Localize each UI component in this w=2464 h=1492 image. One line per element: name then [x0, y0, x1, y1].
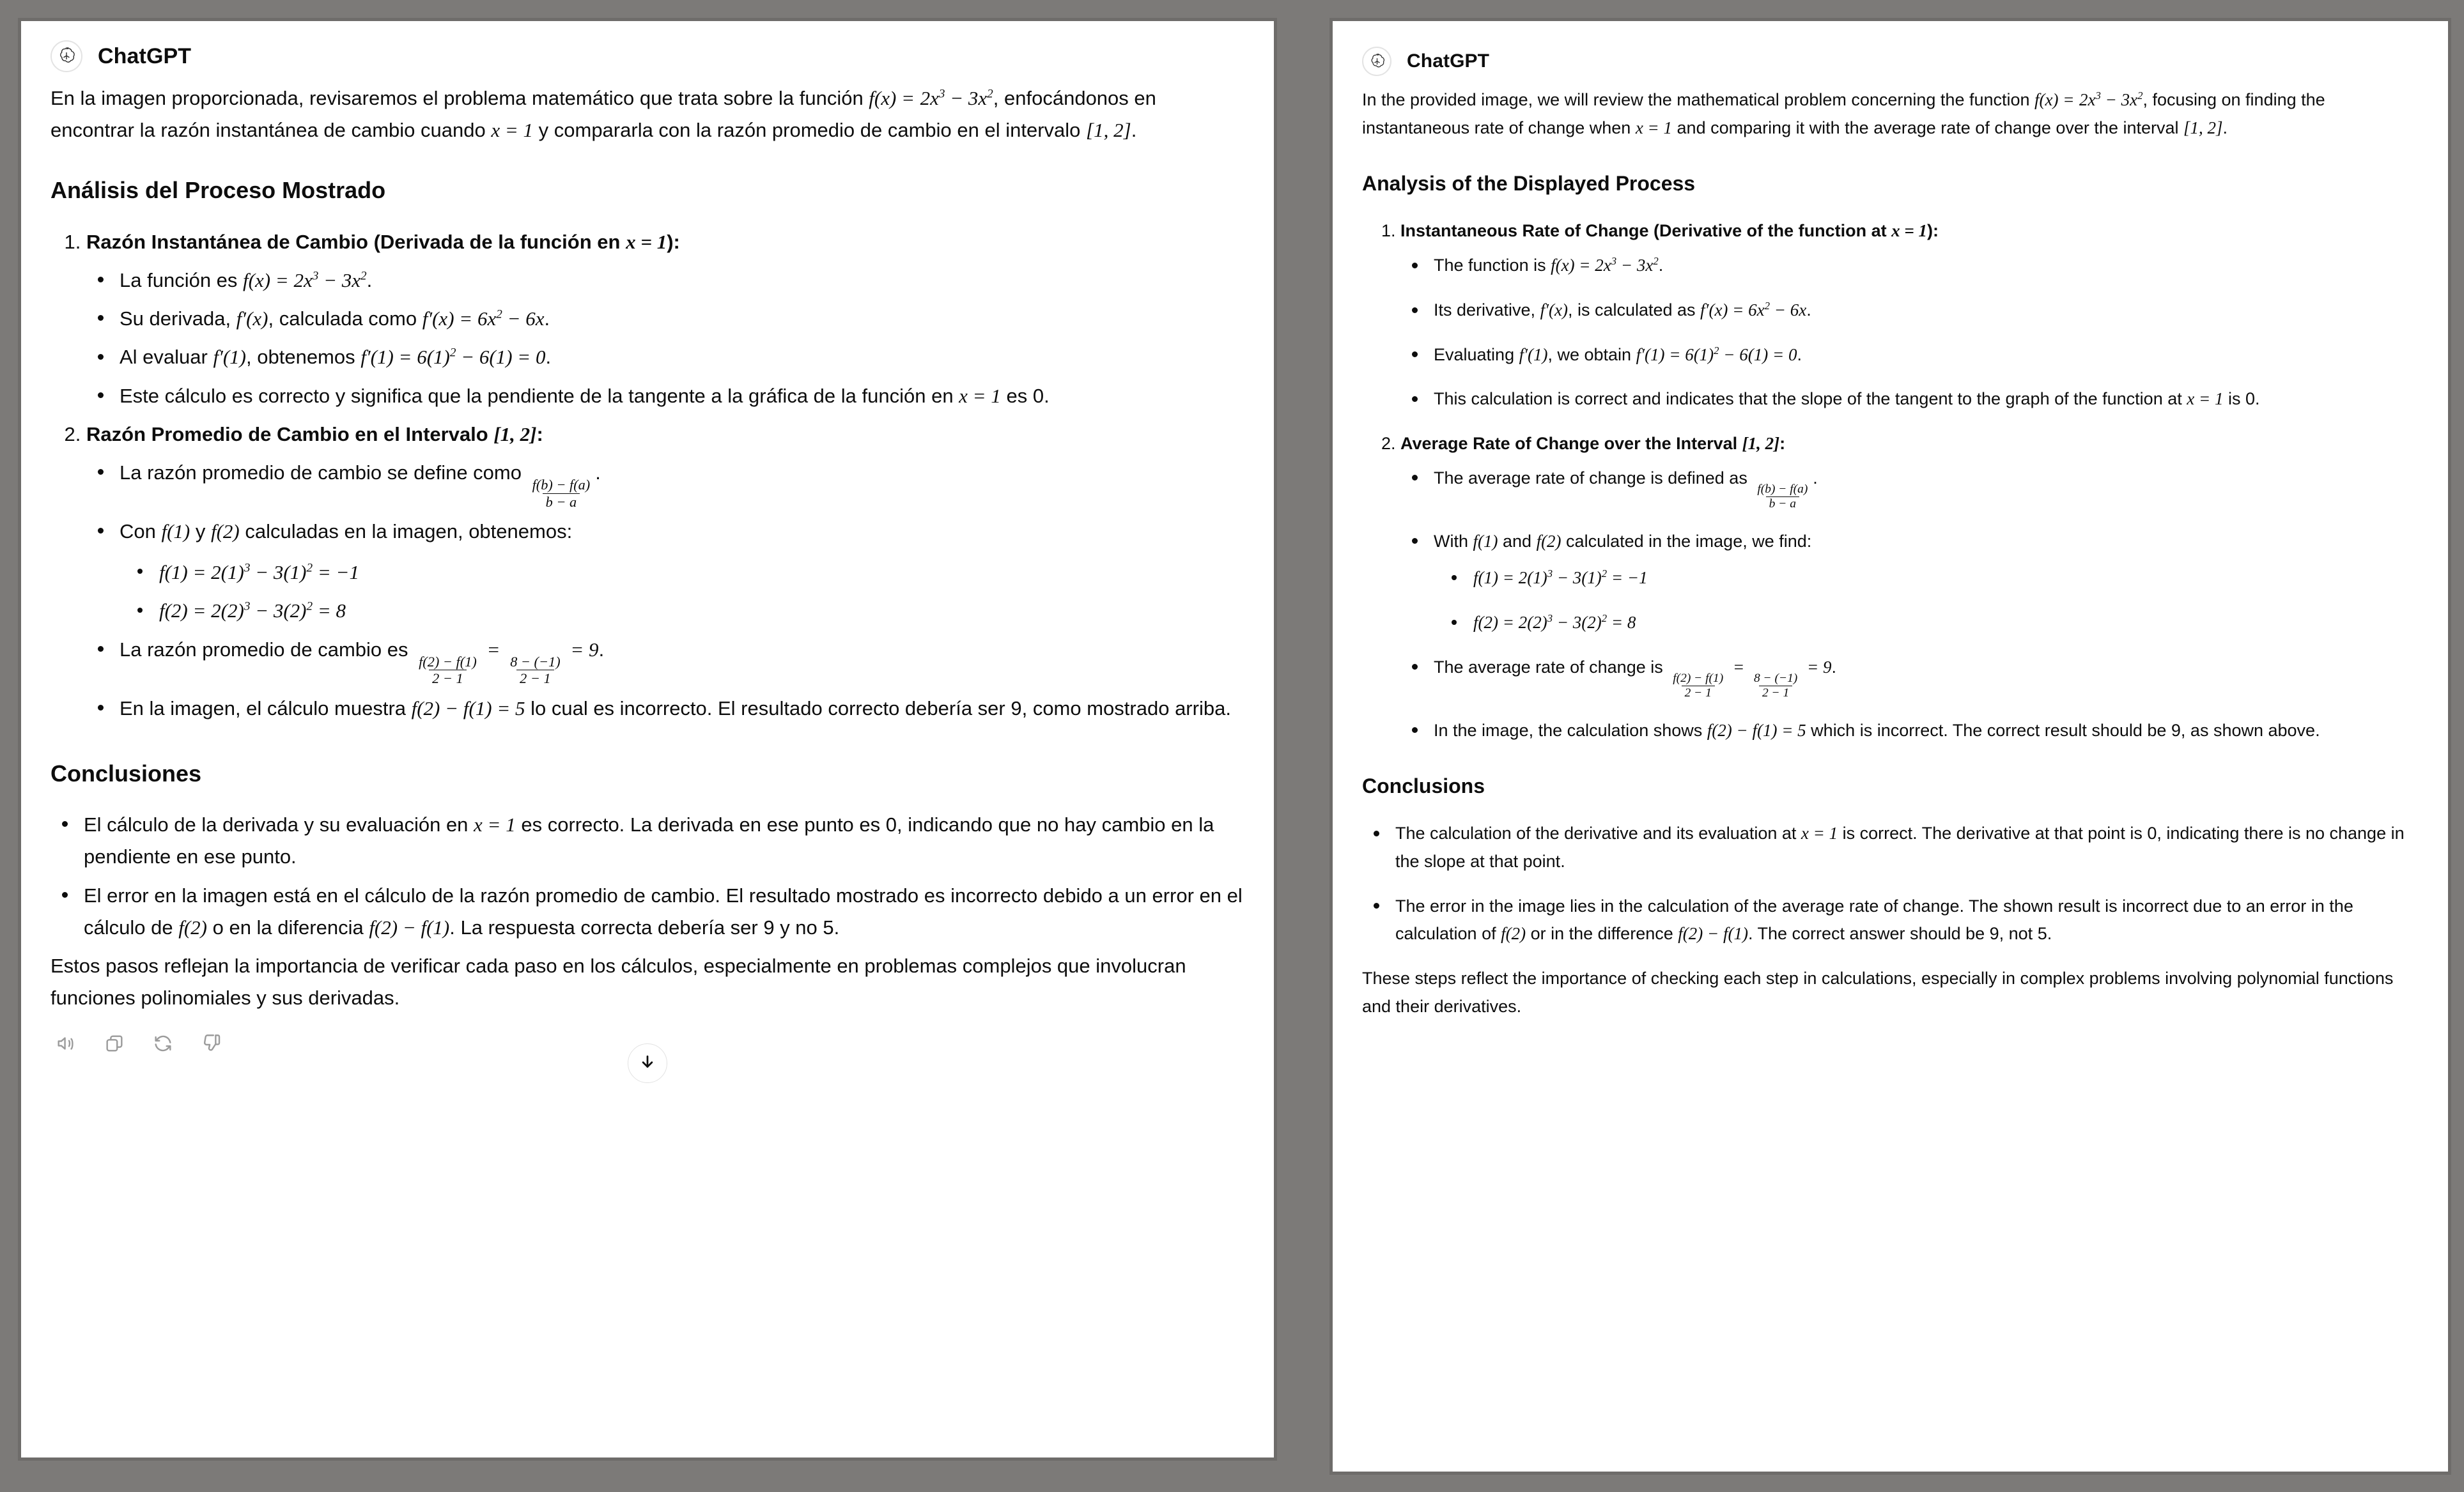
conclusion-text-b: or in the difference [1526, 924, 1678, 944]
conclusions-list [1362, 820, 2422, 948]
chat-response-panel-spanish [18, 18, 1277, 1461]
read-aloud-icon[interactable] [53, 1031, 79, 1056]
conclusion-text-c: . La respuesta correcta debería ser 9 y no 5. [449, 916, 840, 939]
math-interval: [1, 2] [2183, 118, 2223, 137]
bullet-text: The function is [1434, 256, 1551, 275]
math-fraction-computed [415, 654, 480, 686]
math-x-equals-1: x = 1 [2187, 389, 2224, 409]
message-author: ChatGPT [98, 43, 192, 68]
fraction-denominator: 2 − 1 [429, 670, 467, 686]
math-fraction-computed [1670, 672, 1726, 700]
bullet-text-mid: , we obtain [1547, 344, 1636, 364]
bullet-text-end: calculated in the image, we find: [1561, 531, 1812, 551]
bullet-text-mid: , obtenemos [246, 346, 361, 369]
math-derivative: $f'(x) = 6x^2 - 6x$ [422, 307, 545, 330]
math-x-equals-1: x = 1 [1891, 221, 1927, 241]
regenerate-icon[interactable] [150, 1031, 176, 1056]
fraction-numerator: f(2) − f(1) [1673, 671, 1724, 685]
message-body [1362, 86, 2422, 1021]
math-function-def: $f(x) = 2x^3 - 3x^2$ [1551, 255, 1659, 275]
list-item [1430, 252, 2422, 280]
item2-label-b: : [536, 422, 543, 445]
bullet-text: La razón promedio de cambio es [120, 638, 414, 661]
bullet-text-end: . [1813, 468, 1818, 488]
intro-text-d: . [2222, 118, 2228, 137]
bullet-text: En la imagen, el cálculo muestra [120, 696, 412, 719]
intro-paragraph [50, 82, 1244, 146]
bullet-text: La razón promedio de cambio se define como [120, 461, 527, 484]
fraction-denominator: b − a [1766, 496, 1799, 511]
message-author: ChatGPT [1407, 50, 1490, 72]
math-function-def: $f(x) = 2x^3 - 3x^2$ [243, 268, 367, 291]
bullet-text-end: . [1831, 657, 1837, 677]
math-result: = 9 [1802, 657, 1832, 677]
analysis-ordered-list [1362, 217, 2422, 744]
math-equals: = [1728, 657, 1749, 677]
math-x-equals-1: x = 1 [1635, 118, 1673, 137]
item2-label-a: Razón Promedio de Cambio en el Intervalo [86, 422, 494, 445]
closing-paragraph: Estos pasos reflejan la importancia de verificar cada paso en los cálculos, especialmente en problemas complejos que involucran funciones polinomiales y sus derivadas. [50, 955, 1186, 1010]
list-item [1469, 609, 2422, 637]
conclusion-text-b: es correcto. La derivada en ese punto es 0, indicando que no hay cambio en la pendiente en ese punto. [84, 813, 1214, 868]
math-f1: f(1) [1473, 531, 1498, 551]
math-fprime-1-eval: $f'(1) = 6(1)^2 - 6(1) = 0$ [1636, 344, 1797, 364]
bullet-text: Evaluating [1434, 344, 1519, 364]
analysis-ordered-list [50, 226, 1244, 725]
item1-label-b: ): [1926, 221, 1939, 241]
message-body [50, 82, 1244, 1014]
bullet-text: This calculation is correct and indicates that the slope of the tangent to the graph of the function at [1434, 389, 2187, 409]
math-difference: f(2) − f(1) [1678, 924, 1748, 944]
list-item [116, 516, 1244, 627]
math-fprime-1: f′(1) [213, 346, 247, 369]
intro-text-d: . [1131, 119, 1137, 142]
math-x-equals-1: x = 1 [626, 230, 667, 253]
math-f2-eval: $f(2) = 2(2)^3 - 3(2)^2 = 8$ [159, 599, 346, 622]
math-fx: f(x) = [2034, 90, 2075, 109]
bullet-text: Its derivative, [1434, 300, 1540, 319]
math-difference: f(2) − f(1) [369, 916, 450, 939]
bullet-text-end: . [544, 307, 550, 330]
fraction-denominator: 2 − 1 [516, 670, 554, 686]
nested-bullet-list [120, 557, 1244, 627]
section-heading-analysis: Análisis del Proceso Mostrado [50, 177, 386, 204]
closing-paragraph: These steps reflect the importance of checking each step in calculations, especially in complex problems involving polynomial functions and their derivatives. [1362, 969, 2394, 1016]
math-fx: f(x) = [869, 87, 915, 109]
bullet-text-end: lo cual es incorrecto. El resultado correcto debería ser 9, como mostrado arriba. [525, 696, 1231, 719]
bullet-text-end: . [1797, 344, 1802, 364]
conclusion-text-a: El error en la imagen está en el cálculo de la razón promedio de cambio. El resultado mostrado es incorrecto debido a un error en el cálculo de [84, 884, 1243, 939]
math-fprime-1-eval: $f'(1) = 6(1)^2 - 6(1) = 0$ [360, 346, 546, 369]
list-item [1391, 893, 2422, 948]
openai-logo-icon [1362, 47, 1391, 76]
list-item [116, 457, 1244, 509]
arrow-down-icon [638, 1052, 657, 1075]
thumbs-down-icon[interactable] [199, 1031, 224, 1056]
list-item [1469, 564, 2422, 592]
section-heading-analysis: Analysis of the Displayed Process [1362, 172, 1696, 196]
bullet-text: La función es [120, 268, 244, 291]
math-f2: f(2) [1536, 531, 1561, 551]
fraction-numerator: f(b) − f(a) [1757, 482, 1808, 496]
section-heading-conclusions: Conclusiones [50, 760, 202, 787]
conclusion-text-a: The calculation of the derivative and its evaluation at [1395, 824, 1801, 843]
fraction-denominator: b − a [543, 493, 580, 509]
math-x-equals-1: x = 1 [491, 119, 534, 142]
math-f2-eval: $f(2) = 2(2)^3 - 3(2)^2 = 8$ [1473, 612, 1636, 633]
fraction-numerator: f(b) − f(a) [532, 477, 591, 493]
intro-text-b: , focusing on finding the instantaneous rate of change when [1362, 90, 2325, 137]
conclusion-text-b: is correct. The derivative at that point is 0, indicating there is no change in the slope at that point. [1395, 824, 2405, 871]
bullet-text-mid: , calculada como [268, 307, 422, 330]
analysis-item-1 [1400, 217, 2422, 413]
item1-bullet-list [86, 265, 1244, 412]
math-x-equals-1: x = 1 [474, 813, 516, 836]
conclusion-text-a: The error in the image lies in the calculation of the average rate of change. The shown result is incorrect due to an error in the calculation of [1395, 896, 2353, 944]
list-item [155, 557, 1244, 588]
bullet-text: With [1434, 531, 1473, 551]
scroll-to-bottom-container [50, 1043, 1244, 1083]
fraction-numerator: f(2) − f(1) [419, 653, 477, 670]
list-item [116, 341, 1244, 373]
item2-label-b: : [1779, 433, 1786, 453]
nested-bullet-list [1434, 564, 2422, 636]
item1-bullet-list [1400, 252, 2422, 413]
intro-text-b: , enfocándonos en encontrar la razón instantánea de cambio cuando [50, 87, 1156, 142]
intro-text-a: En la imagen proporcionada, revisaremos el problema matemático que trata sobre la función [50, 87, 869, 109]
scroll-to-bottom-button[interactable] [628, 1043, 667, 1083]
conclusion-text-c: . The correct answer should be 9, not 5. [1747, 924, 2052, 944]
fraction-numerator: 8 − (−1) [510, 653, 561, 670]
math-difference-shown: f(2) − f(1) = 5 [1707, 720, 1806, 740]
message-header [50, 40, 1244, 72]
item1-label-a: Razón Instantánea de Cambio (Derivada de la función en [86, 230, 626, 253]
list-item [155, 595, 1244, 627]
conclusion-text-a: El cálculo de la derivada y su evaluación en [84, 813, 474, 836]
conclusion-text-b: o en la diferencia [206, 916, 369, 939]
bullet-text-end: calculadas en la imagen, obtenemos: [239, 520, 573, 543]
math-f2: f(2) [1501, 924, 1526, 944]
math-fprime-x: f′(x) [236, 307, 268, 330]
section-heading-conclusions: Conclusions [1362, 774, 1485, 798]
list-item [1430, 654, 2422, 700]
bullet-text-end: is 0. [2223, 389, 2260, 409]
list-item [1430, 465, 2422, 511]
math-equals: = [481, 638, 506, 661]
math-f2: f(2) [178, 916, 207, 939]
math-polynomial: $2x^3 - 3x^2$ [920, 87, 993, 109]
item2-bullet-list [1400, 465, 2422, 745]
math-f1-eval: $f(1) = 2(1)^3 - 3(1)^2 = -1$ [1473, 567, 1648, 588]
analysis-item-2 [1400, 430, 2422, 744]
math-x-equals-1: x = 1 [1801, 824, 1838, 843]
bullet-text-end: . [1806, 300, 1811, 319]
math-derivative: $f'(x) = 6x^2 - 6x$ [1700, 299, 1807, 319]
intro-text-a: In the provided image, we will review the mathematical problem concerning the function [1362, 90, 2035, 109]
math-f2: f(2) [210, 520, 240, 543]
bullet-text-end: . [545, 346, 552, 369]
bullet-text: Al evaluar [120, 346, 213, 369]
math-fprime-x: f′(x) [1540, 300, 1568, 319]
bullet-text-end: . [1658, 256, 1664, 275]
bullet-text: The average rate of change is defined as [1434, 468, 1753, 488]
list-item [116, 693, 1244, 725]
bullet-text: In the image, the calculation shows [1434, 720, 1707, 740]
item2-bullet-list [86, 457, 1244, 725]
fraction-denominator: 2 − 1 [1759, 686, 1792, 700]
list-item [80, 880, 1244, 944]
list-item [1391, 820, 2422, 875]
math-interval: [1, 2] [1742, 433, 1780, 453]
item1-label-b: ): [667, 230, 680, 253]
list-item [1430, 528, 2422, 637]
math-interval: [1, 2] [493, 422, 537, 445]
chat-response-panel-english [1329, 18, 2451, 1475]
math-fraction-avg-rate [529, 477, 594, 509]
math-interval: [1, 2] [1086, 119, 1131, 142]
intro-paragraph [1362, 86, 2422, 142]
item1-label-a: Instantaneous Rate of Change (Derivative of the function at [1400, 221, 1892, 241]
list-item [1430, 717, 2422, 745]
openai-logo-icon [50, 40, 82, 72]
list-item [116, 380, 1244, 412]
bullet-text-mid: and [1498, 531, 1537, 551]
math-fraction-numeric [507, 654, 563, 686]
fraction-numerator: 8 − (−1) [1753, 671, 1798, 685]
list-item [116, 303, 1244, 335]
list-item [116, 634, 1244, 686]
bullet-text: The average rate of change is [1434, 657, 1668, 677]
bullet-text-end: . [595, 461, 601, 484]
analysis-item-1 [86, 226, 1244, 412]
intro-text-c: y compararla con la razón promedio de cambio en el intervalo [533, 119, 1087, 142]
list-item [1430, 296, 2422, 325]
bullet-text-mid: y [190, 520, 211, 543]
list-item [80, 809, 1244, 873]
fraction-denominator: 2 − 1 [1682, 686, 1715, 700]
math-result: = 9 [565, 638, 599, 661]
math-fraction-numeric [1751, 672, 1801, 700]
bullet-text: Con [120, 520, 162, 543]
bullet-text-end: es 0. [1000, 384, 1050, 407]
bullet-text-mid: , is calculated as [1567, 300, 1701, 319]
list-item [1430, 385, 2422, 413]
item2-label-a: Average Rate of Change over the Interval [1400, 433, 1742, 453]
bullet-text: Este cálculo es correcto y significa que la pendiente de la tangente a la gráfica de la función en [120, 384, 959, 407]
math-polynomial: $2x^3 - 3x^2$ [2079, 89, 2143, 109]
list-item [1430, 341, 2422, 369]
conclusions-list [50, 809, 1244, 944]
analysis-item-2 [86, 419, 1244, 725]
math-x-equals-1: x = 1 [959, 384, 1001, 407]
math-fraction-avg-rate [1754, 483, 1811, 511]
list-item [116, 265, 1244, 296]
bullet-text-end: which is incorrect. The correct result should be 9, as shown above. [1806, 720, 2320, 740]
bullet-text: Su derivada, [120, 307, 236, 330]
bullet-text-end: . [366, 268, 373, 291]
copy-icon[interactable] [102, 1031, 127, 1056]
intro-text-c: and comparing it with the average rate of change over the interval [1672, 118, 2183, 137]
bullet-text-end: . [598, 638, 605, 661]
math-f1: f(1) [161, 520, 190, 543]
math-fprime-1: f′(1) [1519, 344, 1548, 364]
math-difference-shown: f(2) − f(1) = 5 [411, 696, 525, 719]
math-f1-eval: $f(1) = 2(1)^3 - 3(1)^2 = -1$ [159, 561, 359, 584]
message-header [1362, 47, 2422, 76]
